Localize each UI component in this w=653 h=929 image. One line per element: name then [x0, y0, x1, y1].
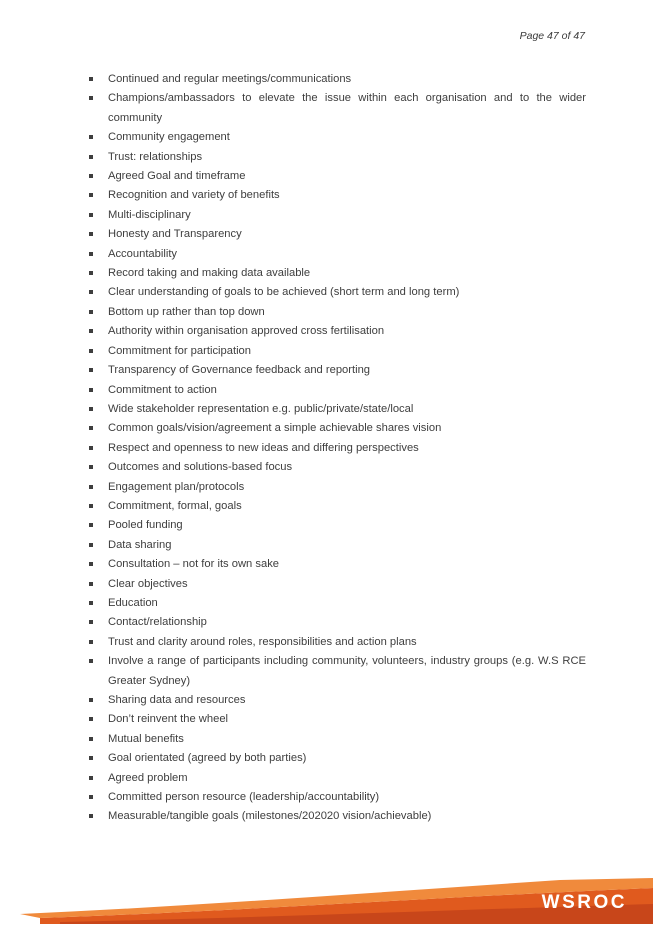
list-item-text: Honesty and Transparency: [108, 228, 242, 241]
list-item-text: Goal orientated (agreed by both parties): [108, 752, 307, 765]
footer-band: [0, 868, 653, 924]
bullet-square-icon: [89, 193, 93, 197]
bullet-square-icon: [89, 465, 93, 469]
list-item: [88, 419, 586, 438]
list-item: [88, 769, 586, 788]
list-item: [88, 264, 586, 283]
list-item-text: Trust and clarity around roles, responsibilities and action plans: [108, 635, 417, 648]
list-item-text: Continued and regular meetings/communications: [108, 73, 352, 85]
list-item: [88, 730, 586, 749]
bullet-square-icon: [89, 426, 93, 430]
list-item-text: Mutual benefits: [108, 732, 184, 745]
bullet-square-icon: [89, 290, 93, 294]
bullet-square-icon: [89, 96, 93, 100]
bullet-square-icon: [89, 698, 93, 702]
bullet-square-icon: [89, 717, 93, 721]
bullet-square-icon: [89, 543, 93, 547]
list-item: [88, 458, 586, 477]
list-item: [88, 575, 586, 594]
bullet-square-icon: [89, 737, 93, 741]
list-item-text: Wide stakeholder representation e.g. public/private/state/local: [108, 402, 414, 415]
page-number: Page 47 of 47: [519, 30, 585, 42]
bullet-square-icon: [89, 504, 93, 508]
list-item-text: Data sharing: [108, 538, 172, 551]
list-item: [88, 516, 586, 535]
list-item-text: Consultation – not for its own sake: [108, 558, 280, 571]
list-item: [88, 89, 586, 128]
list-item: [88, 245, 586, 264]
list-item-text: Involve a range of participants including community, volunteers, industry groups (e.g. W.S RCE Greater Sydney): [108, 655, 586, 687]
list-item-text: Don’t reinvent the wheel: [108, 713, 229, 726]
bullet-square-icon: [89, 77, 93, 81]
bullet-square-icon: [89, 582, 93, 586]
list-item: [88, 342, 586, 361]
list-item-text: Measurable/tangible goals (milestones/202020 vision/achievable): [108, 810, 432, 823]
list-item-text: Common goals/vision/agreement a simple achievable shares vision: [108, 422, 442, 435]
list-item: [88, 749, 586, 768]
bullet-square-icon: [89, 776, 93, 780]
bullet-square-icon: [89, 368, 93, 372]
bullet-square-icon: [89, 640, 93, 644]
bullet-square-icon: [89, 562, 93, 566]
list-item-text: Bottom up rather than top down: [108, 305, 265, 318]
list-item-text: Accountability: [108, 247, 178, 260]
bullet-square-icon: [89, 329, 93, 333]
list-item-text: Pooled funding: [108, 519, 183, 532]
list-item: [88, 633, 586, 652]
bullet-square-icon: [89, 795, 93, 799]
list-item-text: Community engagement: [108, 131, 230, 144]
list-item: [88, 167, 586, 186]
bullet-square-icon: [89, 407, 93, 411]
bullet-square-icon: [89, 756, 93, 760]
list-item: [88, 128, 586, 147]
bullet-square-icon: [89, 310, 93, 314]
list-item: [88, 555, 586, 574]
list-item: [88, 322, 586, 341]
bullet-square-icon: [89, 232, 93, 236]
list-item: [88, 206, 586, 225]
list-item: [88, 536, 586, 555]
list-item: [88, 710, 586, 729]
bullet-square-icon: [89, 485, 93, 489]
bullet-square-icon: [89, 252, 93, 256]
bullet-square-icon: [89, 271, 93, 275]
list-item: [88, 652, 586, 691]
list-item: [88, 186, 586, 205]
list-item-text: Commitment to action: [108, 383, 217, 396]
list-item-text: Recognition and variety of benefits: [108, 189, 280, 202]
list-item: [88, 497, 586, 516]
list-item-text: Contact/relationship: [108, 616, 207, 629]
list-item-text: Agreed Goal and timeframe: [108, 170, 246, 183]
bullet-square-icon: [89, 349, 93, 353]
bullet-square-icon: [89, 601, 93, 605]
list-item-text: Agreed problem: [108, 771, 188, 784]
bullet-square-icon: [89, 155, 93, 159]
list-item: [88, 613, 586, 632]
list-item: [88, 400, 586, 419]
bullet-square-icon: [89, 620, 93, 624]
list-item: [88, 439, 586, 458]
list-item-text: Engagement plan/protocols: [108, 480, 245, 493]
list-item: [88, 594, 586, 613]
list-item-text: Multi-disciplinary: [108, 208, 191, 221]
bullet-square-icon: [89, 213, 93, 217]
list-item: [88, 148, 586, 167]
list-item: [88, 225, 586, 244]
bullet-list: [88, 70, 586, 827]
list-item-text: Respect and openness to new ideas and differing perspectives: [108, 441, 419, 454]
bullet-square-icon: [89, 135, 93, 139]
wsroc-logo: WSROC: [541, 892, 627, 913]
list-item: [88, 691, 586, 710]
bullet-square-icon: [89, 388, 93, 392]
list-item-text: Commitment, formal, goals: [108, 499, 242, 512]
list-item: [88, 283, 586, 302]
list-item: [88, 381, 586, 400]
list-item-text: Trust: relationships: [108, 150, 203, 163]
bullet-square-icon: [89, 659, 93, 663]
list-item-text: Committed person resource (leadership/accountability): [108, 791, 380, 804]
list-item-text: Transparency of Governance feedback and reporting: [108, 364, 371, 377]
list-item-text: Champions/ambassadors to elevate the issue within each organisation and to the wider community: [108, 92, 586, 124]
list-item: [88, 361, 586, 380]
list-item-text: Clear objectives: [108, 577, 188, 590]
list-item-text: Record taking and making data available: [108, 267, 311, 280]
list-item: [88, 478, 586, 497]
list-item-text: Commitment for participation: [108, 344, 252, 357]
bullet-square-icon: [89, 446, 93, 450]
bullet-square-icon: [89, 174, 93, 178]
list-item: [88, 70, 586, 89]
list-item: [88, 807, 586, 826]
list-item: [88, 788, 586, 807]
list-item-text: Clear understanding of goals to be achieved (short term and long term): [108, 286, 460, 299]
bullet-square-icon: [89, 523, 93, 527]
bullet-square-icon: [89, 814, 93, 818]
list-item-text: Outcomes and solutions-based focus: [108, 461, 293, 474]
list-item: [88, 303, 586, 322]
list-item-text: Education: [108, 596, 158, 609]
list-item-text: Authority within organisation approved cross fertilisation: [108, 325, 385, 338]
list-item-text: Sharing data and resources: [108, 694, 246, 706]
